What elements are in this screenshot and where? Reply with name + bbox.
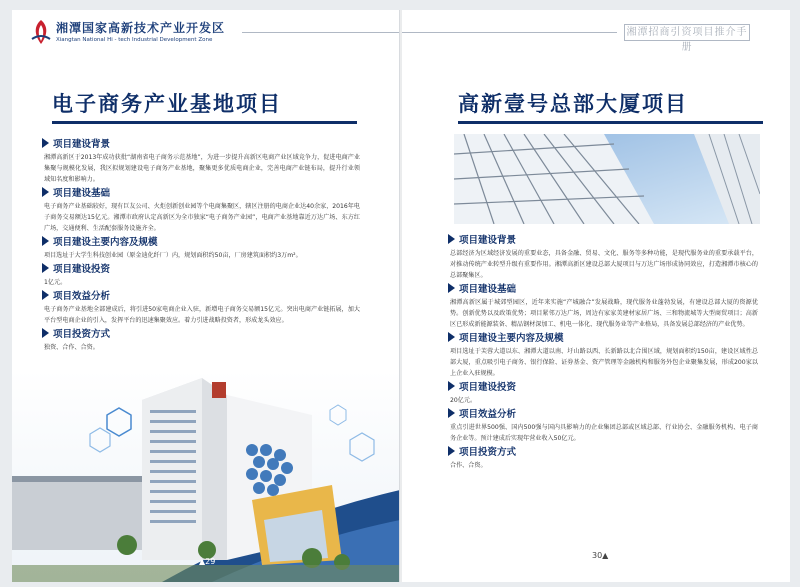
section-body: 电子商务产业基地全部建成后，将引进50家电商企业入驻，新增电子商务交易额15亿元。突出电商产业链拓展，加大平台型电商企业的引入，发挥平台的迅速集聚效应。着力引进战略投资者，形成龙头效应。	[44, 306, 360, 324]
section-body: 电子商务产业基础较好，现有巨友公司、火炬创新创业园等个电商集聚区，辖区注册的电商企业达40余家，2016年电子商务交易额达15亿元。湘潭市政府认定高新区为全市独家“电子商务产业园”，电商产业基地靠近万达广场、东方红广场，交通便利、生活配套服务设施齐全。	[44, 203, 360, 232]
triangle-bullet-icon	[42, 328, 49, 338]
section	[42, 136, 360, 185]
triangle-bullet-icon	[42, 290, 49, 300]
manual-title: 湘潭招商引资项目推介手册	[624, 24, 750, 41]
tower-photo	[454, 134, 760, 224]
section	[448, 232, 758, 281]
section	[42, 234, 360, 261]
section	[42, 288, 360, 326]
triangle-bullet-icon	[448, 332, 455, 342]
section	[448, 406, 758, 444]
triangle-bullet-icon	[42, 236, 49, 246]
section-body: 湘潭高新区于2013年成功获批“湖南省电子商务示范基地”，为进一步提升高新区电商产业区域竞争力，促进电商产业集聚与规模化发展，我区拟规划建设电子商务产业基地，聚集更多优质电商企业，完善电商产业链布局，提升行业领域知名度和影响力。	[44, 154, 360, 183]
triangle-bullet-icon	[42, 138, 49, 148]
section-heading: 项目建设背景	[53, 138, 111, 150]
zone-logo-icon	[30, 19, 52, 45]
triangle-bullet-icon	[448, 408, 455, 418]
section	[448, 444, 758, 471]
section-body: 1亿元。	[44, 279, 67, 286]
right-page-title: 高新壹号总部大厦项目	[458, 92, 688, 116]
section-body: 20亿元。	[450, 397, 477, 404]
right-page-number: 30▲	[592, 551, 609, 560]
section	[448, 281, 758, 330]
section	[42, 261, 360, 288]
section-heading: 项目效益分析	[53, 290, 111, 302]
triangle-bullet-icon	[448, 234, 455, 244]
left-page-number: ▲29	[199, 557, 216, 566]
triangle-bullet-icon	[42, 187, 49, 197]
section	[448, 330, 758, 379]
section	[42, 185, 360, 234]
right-page	[402, 10, 790, 582]
section-heading: 项目建设基础	[459, 283, 517, 295]
triangle-bullet-icon	[42, 263, 49, 273]
section	[42, 326, 360, 353]
section-body: 独资、合作、合资。	[44, 344, 99, 351]
section-body: 湘潭高新区属于城郊型园区，近年来实施“产城融合”发展战略，现代服务业蓬勃发展，有建设总部大厦的资源优势。创新优势以及政策优势；项目紧邻万达广场，周边有家家美建材家居广场、三和物流城等大型商贸项目；高新区已形成新能源装备、精品钢材深加工、机电一体化、现代服务业等产业格局，具备发展总部经济的产业优势。	[450, 299, 758, 328]
section-heading: 项目建设基础	[53, 187, 111, 199]
base-building-photo	[12, 370, 400, 582]
section-heading: 项目建设投资	[459, 381, 517, 393]
left-page-title: 电子商务产业基地项目	[52, 92, 282, 116]
section-body: 合作、合资。	[450, 462, 487, 469]
left-page	[12, 10, 400, 582]
section-heading: 项目建设投资	[53, 263, 111, 275]
triangle-bullet-icon	[448, 381, 455, 391]
header-rule	[402, 32, 617, 33]
section-heading: 项目效益分析	[459, 408, 517, 420]
section-heading: 项目建设背景	[459, 234, 517, 246]
section-body: 项目选址于大学生科技创业园（原金迪化纤厂）内，规划面积约50亩，厂房建筑面积约3万m²。	[44, 252, 302, 259]
right-title-underline	[458, 121, 763, 124]
triangle-bullet-icon	[448, 446, 455, 456]
section-heading: 项目建设主要内容及规模	[459, 332, 564, 344]
section-body: 项目选址于芙蓉大道以东、湘潭大道以南、圩山路以西、长新路以北合围区域，规划面积约150亩，建设区域性总部大厦，重点吸引电子商务、银行保险、证券基金、资产管理等金融机构和服务外包企业聚集发展，形成200家以上企业入驻规模。	[450, 348, 758, 377]
section-heading: 项目投资方式	[53, 328, 111, 340]
section-body: 总部经济为区域经济发展的重要业态，具备金融、贸易、文化、服务等多种功能，是现代服务业的重要承载平台，对推动传统产业转型升级有重要作用。湘潭高新区建设总部大厦项目与万达广场形成协同效应，打造湘潭市核心的总部聚集区。	[450, 250, 758, 279]
right-sections	[448, 232, 758, 471]
header-rule	[242, 32, 400, 33]
left-title-underline	[52, 121, 357, 124]
left-header	[12, 10, 400, 60]
section-heading: 项目建设主要内容及规模	[53, 236, 158, 248]
zone-name-en: Xiangtan National Hi - tech Industrial Development Zone	[56, 37, 213, 43]
section-heading: 项目投资方式	[459, 446, 517, 458]
zone-name-cn: 湘潭国家高新技术产业开发区	[56, 21, 226, 35]
triangle-bullet-icon	[448, 283, 455, 293]
section-body: 重点引进世界500强、国内500强与国内具影响力的企业集团总部或区域总部、行业协会、金融服务机构、电子商务企业等。预计建成后实现年营业收入50亿元。	[450, 424, 758, 442]
section	[448, 379, 758, 406]
left-sections	[42, 136, 360, 353]
